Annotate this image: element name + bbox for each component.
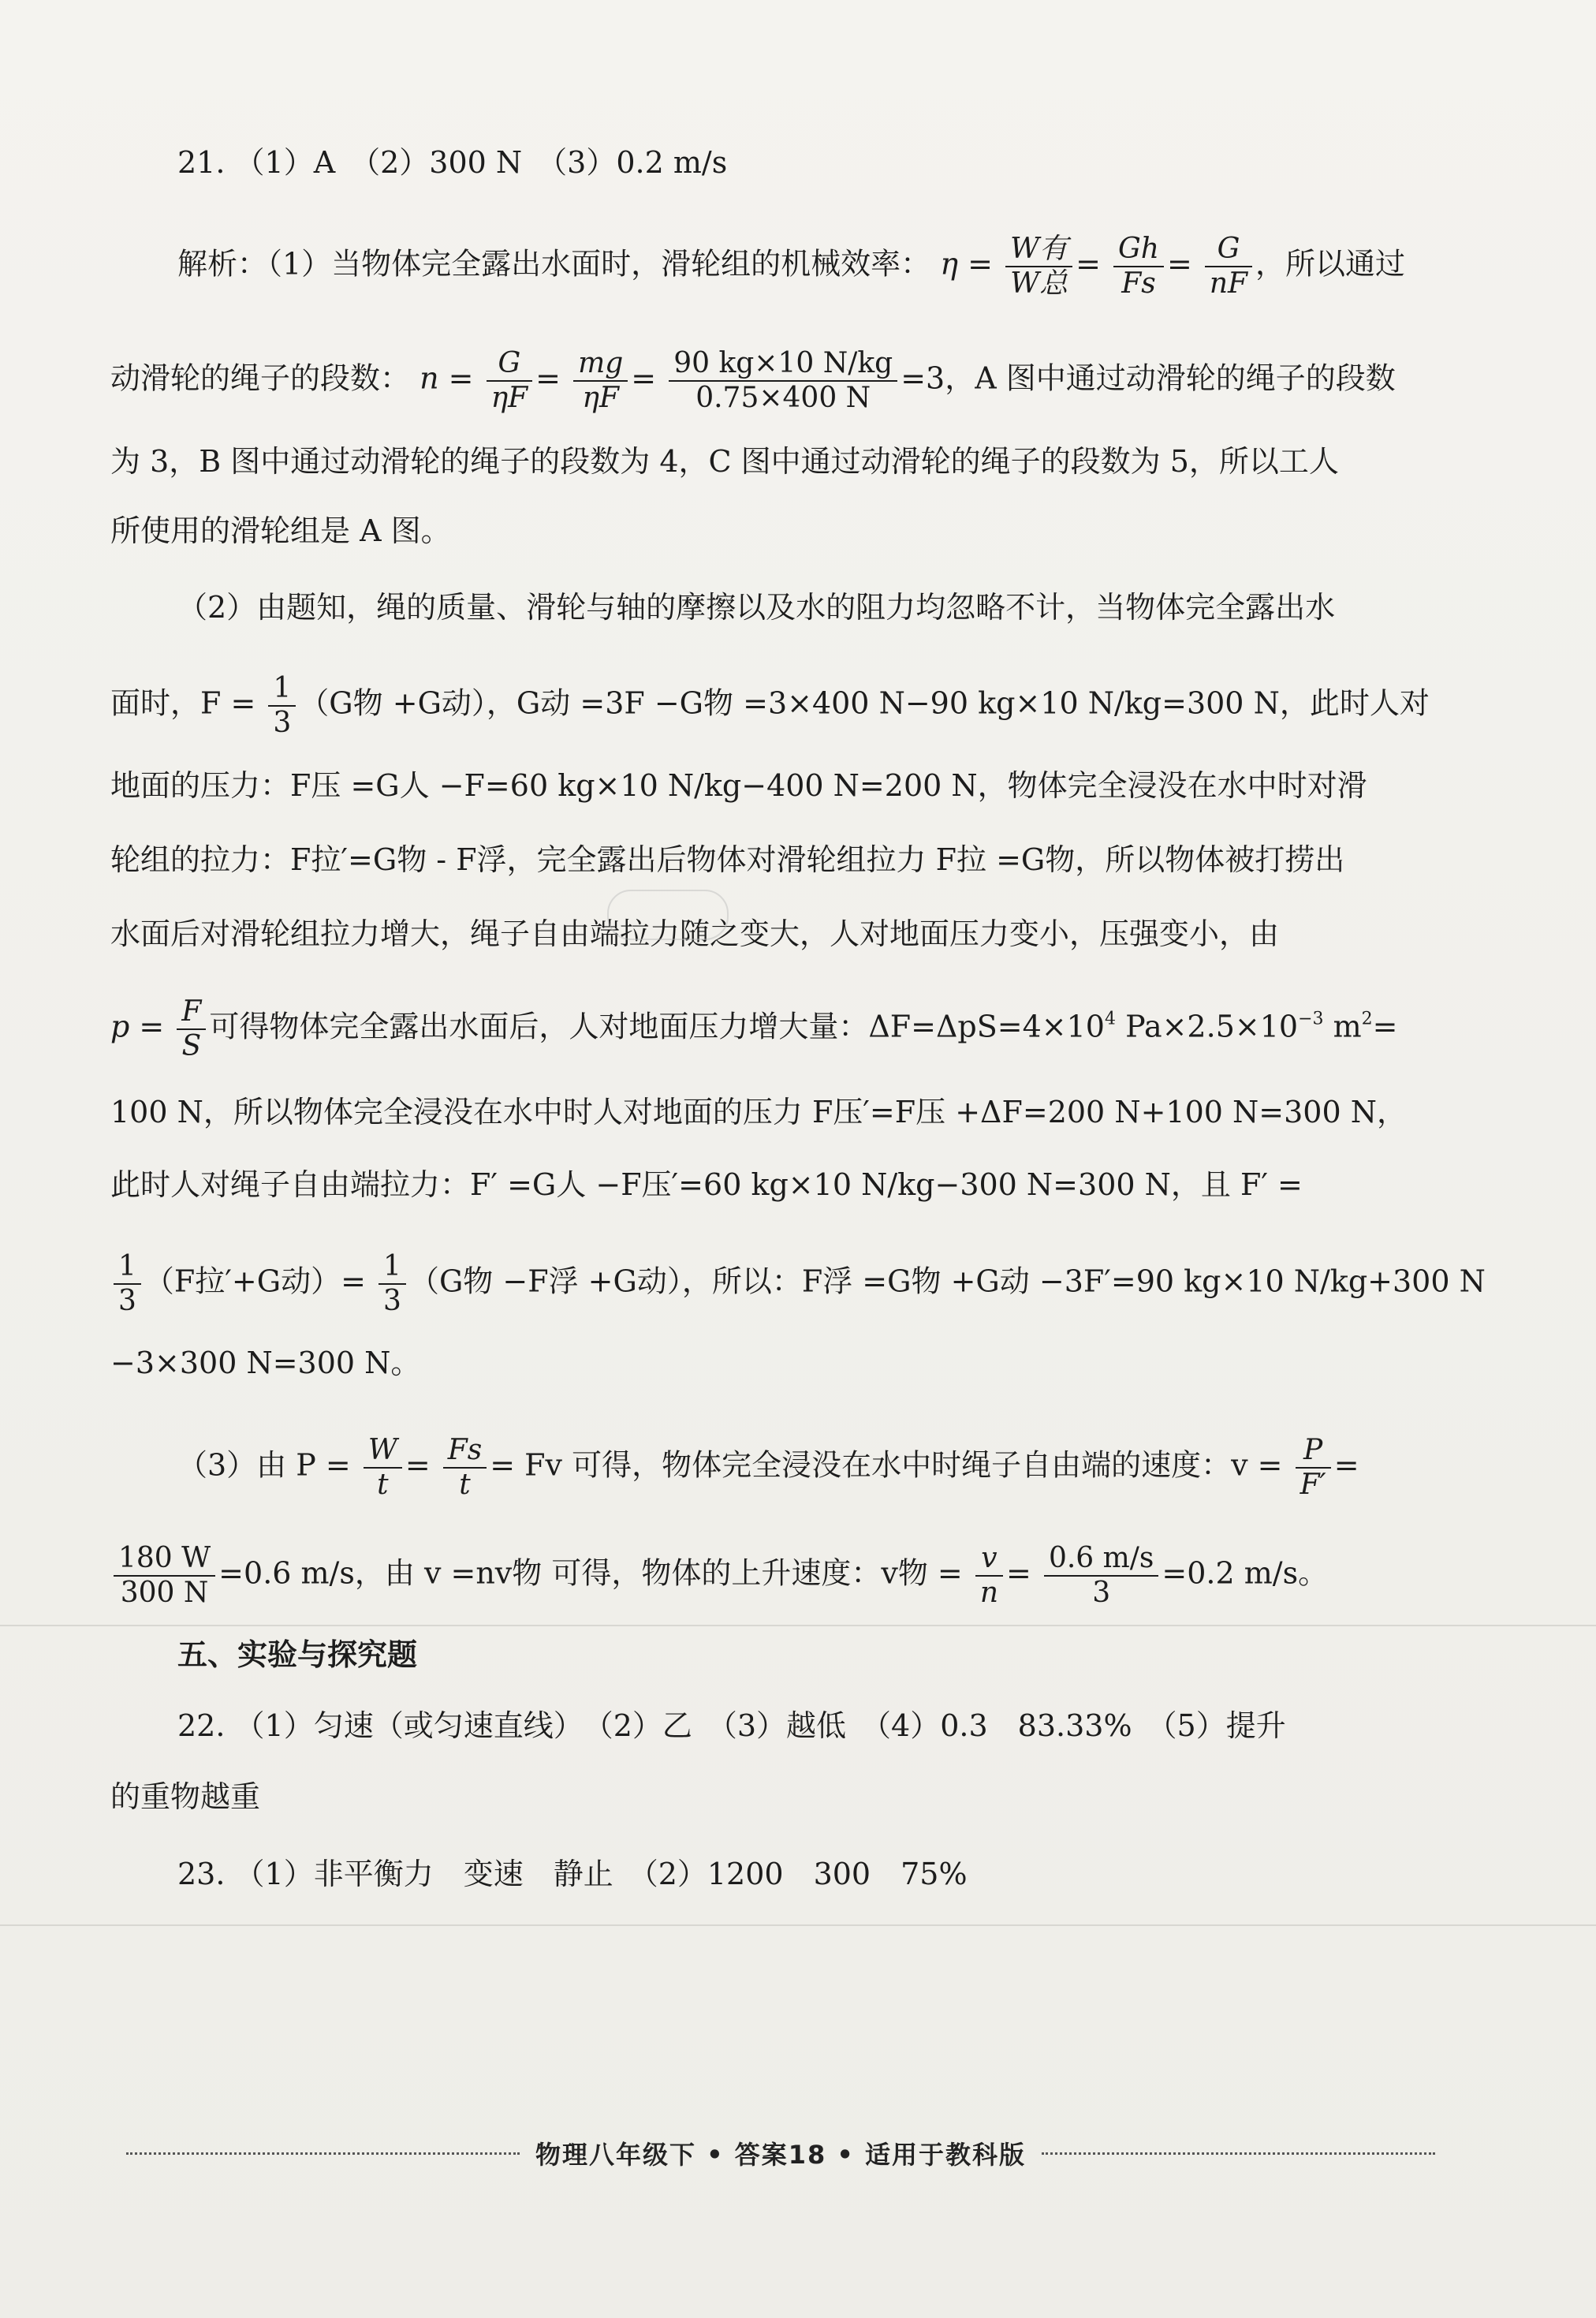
text-segment: ，所以通过 bbox=[1255, 246, 1406, 282]
q21-answer: 21. （1）A （2）300 N （3）0.2 m/s bbox=[177, 145, 728, 180]
eta-symbol: η bbox=[940, 246, 959, 282]
fraction-p-fprime bbox=[1296, 1434, 1331, 1502]
superscript: −3 bbox=[1298, 1009, 1324, 1029]
text-segment: =0.6 m/s，由 v =nv物 可得，物体的上升速度：v物 = bbox=[218, 1555, 963, 1591]
fraction-numerator: mg bbox=[573, 347, 628, 382]
footer-text: 物理八年级下 • 答案18 • 适用于教科版 bbox=[535, 2140, 1027, 2170]
q22-answer-line-1: 22. （1）匀速（或匀速直线） （2）乙 （3）越低 （4）0.3 83.33% （5）提升 bbox=[177, 1708, 1286, 1743]
superscript: 2 bbox=[1361, 1009, 1373, 1029]
fraction-numeric bbox=[669, 347, 897, 415]
fraction-numerator: 0.6 m/s bbox=[1044, 1542, 1158, 1577]
formula-segment: p = bbox=[110, 1009, 165, 1044]
page-footer bbox=[110, 2129, 1451, 2177]
fraction-numerator: F bbox=[177, 995, 206, 1030]
footer-dots-left bbox=[126, 2152, 520, 2155]
fraction-numerator: W bbox=[364, 1434, 402, 1469]
q21-part2-line-2 bbox=[110, 672, 1451, 740]
q21-part3-line-1: （3）由 P = $\frac{W}{t}$ = $\frac{Fs}{t}$ = Fv 可得，物体完全浸没在水中时绳子自由端的速度：v = $\frac{P}{F'}$ = bbox=[177, 1434, 1359, 1501]
text-segment: =3，A 图中通过动滑轮的绳子的段数 bbox=[901, 360, 1396, 396]
superscript: 4 bbox=[1105, 1009, 1116, 1029]
text-segment: 解析：（1）当物体完全露出水面时，滑轮组的机械效率： bbox=[177, 246, 931, 282]
text-segment: （G物 −F浮 +G动），所以：F浮 =G物 +G动 −3F′=90 kg×10 N/kg+300 N bbox=[408, 1264, 1486, 1299]
q21-part2-line-6 bbox=[110, 995, 1451, 1063]
text-segment: 可得物体完全露出水面后，人对地面压力增大量：ΔF=ΔpS=4×10 bbox=[209, 1009, 1105, 1044]
fraction-v-n bbox=[975, 1542, 1003, 1610]
fraction-denominator: 0.75×400 N bbox=[695, 382, 871, 414]
footer-dots-right bbox=[1042, 2152, 1435, 2155]
fraction-180-300 bbox=[114, 1542, 215, 1610]
fraction-denominator: 3 bbox=[383, 1285, 401, 1317]
fraction-denominator: n bbox=[979, 1577, 999, 1609]
q21-part2-line-8: 此时人对绳子自由端拉力：F′ =G人 −F压′=60 kg×10 N/kg−300 N=300 N，且 F′ = bbox=[110, 1167, 1303, 1202]
q21-part2-line-10: −3×300 N=300 N。 bbox=[110, 1346, 421, 1380]
text-segment: （F拉′+G动）= bbox=[144, 1264, 366, 1299]
formula-segment: n = bbox=[420, 360, 474, 396]
fraction-mg-etaf bbox=[573, 347, 628, 415]
fraction-numerator: 180 W bbox=[114, 1542, 215, 1577]
fraction-denominator: ηF bbox=[582, 382, 619, 414]
fraction-denominator: 3 bbox=[273, 707, 292, 739]
fraction-denominator: Fs bbox=[1121, 267, 1156, 300]
q21-analysis-line-3: 为 3，B 图中通过动滑轮的绳子的段数为 4，C 图中通过动滑轮的绳子的段数为 5，所以工人 bbox=[110, 444, 1339, 479]
section-divider bbox=[0, 1924, 1596, 1926]
q22-answer-line-2: 的重物越重 bbox=[110, 1779, 261, 1814]
q21-part2-line-5: 水面后对滑轮组拉力增大，绳子自由端拉力随之变大，人对地面压力变小，压强变小，由 bbox=[110, 916, 1280, 951]
fraction-fs-t bbox=[443, 1434, 487, 1502]
text-segment: Pa×2.5×10 bbox=[1116, 1009, 1299, 1044]
text-segment: （G物 +G动），G动 =3F −G物 =3×400 N−90 kg×10 N/kg=300 N，此时人对 bbox=[299, 685, 1430, 721]
fraction-denominator: 3 bbox=[1092, 1577, 1111, 1609]
q21-part2-line-9 bbox=[110, 1250, 1486, 1318]
q21-analysis-line-2: 动滑轮的绳子的段数： n = $\frac{G}{\eta F}$ = $\frac{mg}{\eta F}$ = $\frac{90 kg\times 10 N/kg}{0.75\times 400 N}$ =3，A 图中通过动滑轮的绳子的段数 bbox=[110, 347, 1396, 414]
fraction-numerator: 1 bbox=[378, 1250, 406, 1285]
fraction-one-third bbox=[268, 672, 296, 740]
q21-part2-line-1: （2）由题知，绳的质量、滑轮与轴的摩擦以及水的阻力均忽略不计，当物体完全露出水 bbox=[177, 590, 1336, 625]
fraction-numerator: v bbox=[975, 1542, 1003, 1577]
text-segment: =0.2 m/s。 bbox=[1162, 1555, 1329, 1591]
fraction-denominator: ηF bbox=[490, 382, 528, 414]
q21-part3-line-2: $\frac{180 W}{300 N}$ =0.6 m/s，由 v =nv物 可得，物体的上升速度：v物 = $\frac{v}{n}$ = $\frac{0.6 m/s}{3}$ =0.2 m/s。 bbox=[110, 1542, 1451, 1610]
fraction-numerator: 1 bbox=[268, 672, 296, 707]
fraction-one-third bbox=[378, 1250, 406, 1318]
text-segment: 面时，F = bbox=[110, 685, 256, 721]
fraction-denominator: t bbox=[377, 1469, 389, 1501]
q23-answer: 23. （1）非平衡力 变速 静止 （2）1200 300 75% bbox=[177, 1857, 968, 1891]
fraction-efficiency bbox=[1005, 233, 1072, 300]
fraction-denominator: 300 N bbox=[120, 1577, 209, 1609]
fraction-numerator: Gh bbox=[1113, 233, 1164, 267]
fraction-denominator: 3 bbox=[118, 1285, 136, 1317]
fraction-denominator: S bbox=[181, 1030, 202, 1062]
fraction-w-t bbox=[364, 1434, 402, 1502]
text-segment: （3）由 P = bbox=[177, 1447, 351, 1483]
fraction-numerator: 1 bbox=[114, 1250, 141, 1285]
text-segment: = Fv 可得，物体完全浸没在水中时绳子自由端的速度：v = bbox=[490, 1447, 1283, 1483]
fraction-denominator: W总 bbox=[1010, 267, 1068, 300]
fraction-gh-fs bbox=[1113, 233, 1164, 300]
fraction-numerator: 90 kg×10 N/kg bbox=[669, 347, 897, 382]
fraction-denominator: t bbox=[459, 1469, 471, 1501]
fraction-denominator: nF bbox=[1209, 267, 1248, 300]
q21-analysis-line-1: 解析：（1）当物体完全露出水面时，滑轮组的机械效率： η = $\frac{\text{W有}}{\text{W总}}$ = $\frac{Gh}{Fs}$ = $\frac{G}{nF}$ ，所以通过 bbox=[177, 233, 1406, 300]
fraction-numerator: Fs bbox=[443, 1434, 487, 1469]
q21-part2-line-7: 100 N，所以物体完全浸没在水中时人对地面的压力 F压′=F压 +ΔF=200 N+100 N=300 N， bbox=[110, 1095, 1407, 1129]
fraction-g-etaf bbox=[487, 347, 533, 415]
fraction-numerator: P bbox=[1296, 1434, 1331, 1469]
q21-part2-line-3: 地面的压力：F压 =G人 −F=60 kg×10 N/kg−400 N=200 N，物体完全浸没在水中时对滑 bbox=[110, 768, 1367, 803]
fraction-numerator: G bbox=[487, 347, 533, 382]
text-segment: = bbox=[1372, 1009, 1398, 1044]
fraction-g-nf bbox=[1205, 233, 1252, 300]
fraction-f-s bbox=[177, 995, 206, 1063]
fraction-numerator: W有 bbox=[1005, 233, 1072, 267]
fraction-denominator: F′ bbox=[1300, 1469, 1326, 1501]
fraction-one-third bbox=[114, 1250, 141, 1318]
text-segment: = bbox=[1333, 1447, 1359, 1483]
text-segment: m bbox=[1323, 1009, 1362, 1044]
q21-part2-line-4: 轮组的拉力：F拉′=G物 - F浮，完全露出后物体对滑轮组拉力 F拉 =G物，所以物体被打捞出 bbox=[110, 842, 1345, 877]
text-segment: 动滑轮的绳子的段数： bbox=[110, 360, 411, 396]
watermark-stamp bbox=[607, 890, 729, 940]
fraction-numerator: G bbox=[1205, 233, 1252, 267]
fraction-06-3 bbox=[1044, 1542, 1158, 1610]
section-title: 五、实验与探究题 bbox=[177, 1637, 418, 1672]
q21-analysis-line-4: 所使用的滑轮组是 A 图。 bbox=[110, 513, 451, 548]
section-divider bbox=[0, 1625, 1596, 1626]
